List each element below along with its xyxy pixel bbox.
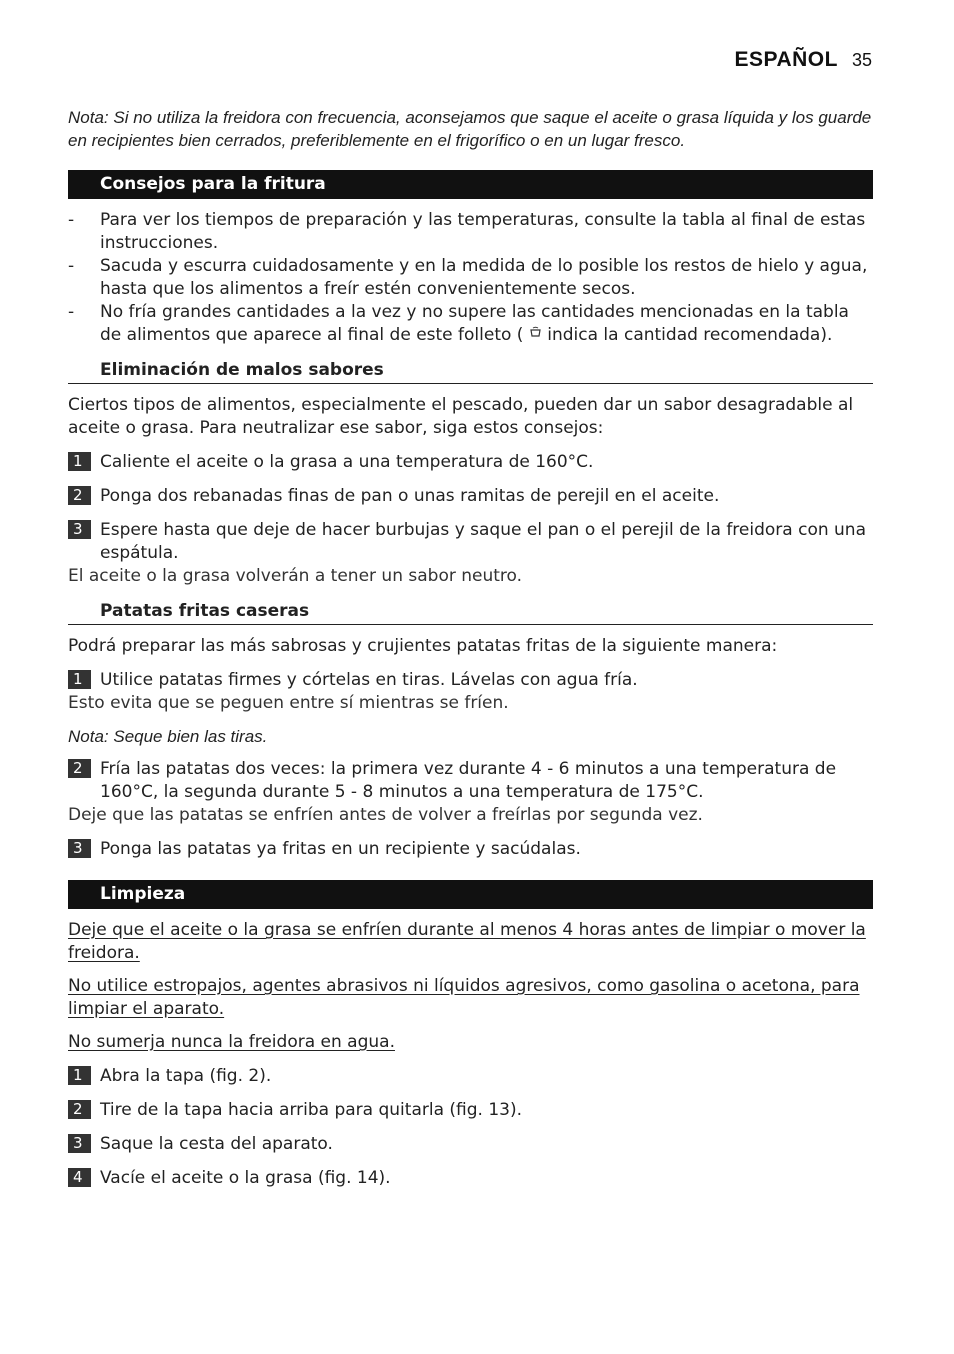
step-number: 2 (68, 759, 91, 778)
step-number: 3 (68, 839, 91, 858)
step-item: 1 Abra la tapa (fig. 2). (68, 1065, 873, 1088)
step-item: 3 Ponga las patatas ya fritas en un recipiente y sacúdalas. (68, 838, 873, 861)
page-header (735, 48, 873, 72)
sabores-result: El aceite o la grasa volverán a tener un sabor neutro. (68, 566, 523, 586)
section-heading-patatas: Patatas fritas caseras (68, 600, 873, 625)
consejos-list (68, 209, 873, 347)
cup-icon (529, 324, 542, 347)
list-item: - Sacuda y escurra cuidadosamente y en la medida de lo posible los restos de hielo y agua, hasta que los alimentos a freír estén convenientemente secos. (68, 255, 873, 301)
sabores-intro: Ciertos tipos de alimentos, especialmente el pescado, pueden dar un sabor desagradable al aceite o grasa. Para neutralizar ese sabor, siga estos consejos: (68, 395, 854, 438)
note-top: Nota: Si no utiliza la freidora con frecuencia, aconsejamos que saque el aceite o grasa líquida y los guarde en recipientes bien cerrados, preferiblemente en el frigorífico o en un lugar fresco. (68, 108, 872, 150)
patatas-step1-after: Esto evita que se peguen entre sí mientras se fríen. (68, 693, 509, 713)
step-item: 1 Caliente el aceite o la grasa a una temperatura de 160°C. (68, 451, 873, 474)
step-item: 4 Vacíe el aceite o la grasa (fig. 14). (68, 1167, 873, 1190)
step-item: 3 Espere hasta que deje de hacer burbujas y saque el pan o el perejil de la freidora con una espátula. (68, 519, 873, 565)
step-number: 2 (68, 486, 91, 505)
patatas-step2-after: Deje que las patatas se enfríen antes de volver a freírlas por segunda vez. (68, 805, 703, 825)
step-item: 2 Tire de la tapa hacia arriba para quitarla (fig. 13). (68, 1099, 873, 1122)
step-number: 1 (68, 1066, 91, 1085)
language-label: ESPAÑOL (734, 48, 838, 71)
warning-text: No utilice estropajos, agentes abrasivos ni líquidos agresivos, como gasolina o acetona, para limpiar el aparato. (68, 976, 860, 1019)
step-number: 3 (68, 1134, 91, 1153)
limpieza-steps (68, 1065, 873, 1190)
patatas-intro: Podrá preparar las más sabrosas y crujientes patatas fritas de la siguiente manera: (68, 636, 778, 656)
step-number: 2 (68, 1100, 91, 1119)
list-item: - No fría grandes cantidades a la vez y no supere las cantidades mencionadas en la tabla de alimentos que aparece al final de este folleto ( indica la cantidad recomendada). (68, 301, 873, 347)
step-item: 2 Ponga dos rebanadas finas de pan o unas ramitas de perejil en el aceite. (68, 485, 873, 508)
sabores-steps (68, 451, 873, 565)
step-item: 1 Utilice patatas firmes y córtelas en tiras. Lávelas con agua fría. (68, 669, 873, 692)
warning-text: Deje que el aceite o la grasa se enfríen durante al menos 4 horas antes de limpiar o mover la freidora. (68, 920, 866, 963)
patatas-note: Nota: Seque bien las tiras. (68, 727, 268, 746)
step-number: 1 (68, 670, 91, 689)
warning-text: No sumerja nunca la freidora en agua. (68, 1032, 395, 1052)
step-item: 3 Saque la cesta del aparato. (68, 1133, 873, 1156)
section-heading-limpieza: Limpieza (68, 880, 873, 909)
step-number: 4 (68, 1168, 91, 1187)
section-heading-consejos: Consejos para la fritura (68, 170, 873, 199)
step-number: 3 (68, 520, 91, 539)
list-item: - Para ver los tiempos de preparación y las temperaturas, consulte la tabla al final de estas instrucciones. (68, 209, 873, 255)
page-number: 35 (851, 50, 872, 70)
page-content (68, 106, 873, 1190)
section-heading-sabores: Eliminación de malos sabores (68, 359, 873, 384)
step-number: 1 (68, 452, 91, 471)
step-item: 2 Fría las patatas dos veces: la primera vez durante 4 - 6 minutos a una temperatura de 160°C, la segunda durante 5 - 8 minutos a una temperatura de 175°C. (68, 758, 873, 804)
